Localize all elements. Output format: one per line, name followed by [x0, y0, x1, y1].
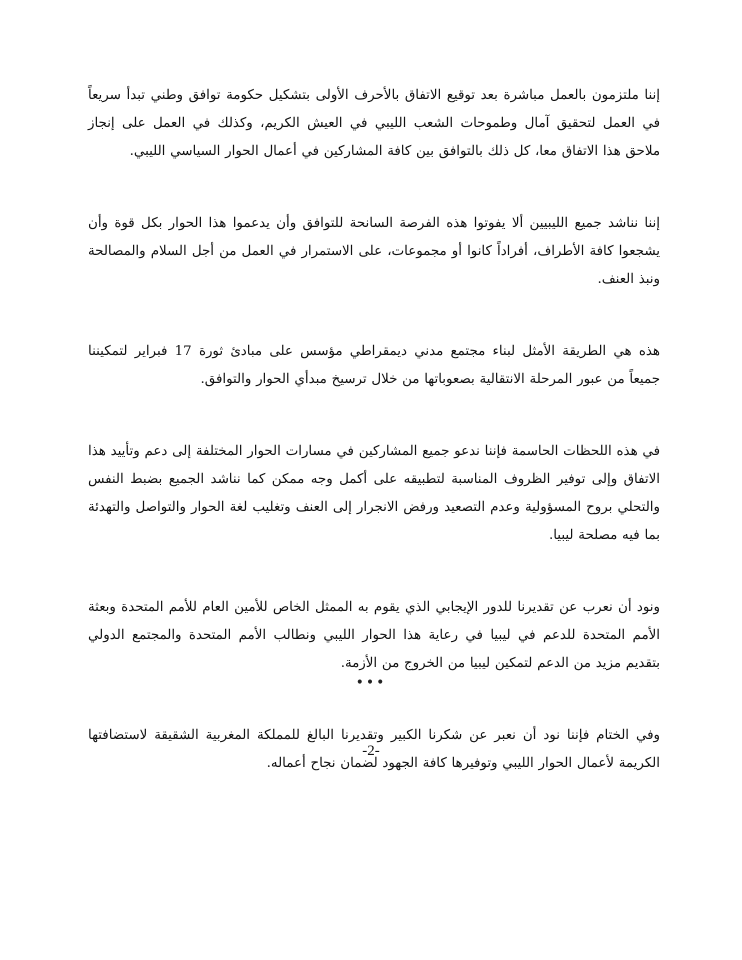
paragraph-un-appreciation: ونود أن نعرب عن تقديرنا للدور الإيجابي الذي يقوم به الممثل الخاص للأمين العام للأمم المتحدة وبعثة الأمم المتحدة للدعم في ليبيا في رعاية هذا الحوار الليبي ونطالب الأمم المتحدة والمجتمع الدولي بتقديم مزيد من الدعم لتمكين ليبيا من الخروج من الأزمة.	[88, 600, 660, 671]
page-number: -2-	[362, 743, 380, 759]
paragraph-closing-thanks: وفي الختام فإننا نود أن نعبر عن شكرنا الكبير وتقديرنا البالغ للمملكة المغربية الشقيقة لاستضافتها الكريمة لأعمال الحوار الليبي وتوفيرها كافة الجهود لضمان نجاح أعماله.	[88, 728, 660, 771]
paragraph-commitment: إننا ملتزمون بالعمل مباشرة بعد توقيع الاتفاق بالأحرف الأولى بتشكيل حكومة توافق وطني تبدأ سريعاً في العمل لتحقيق آمال وطموحات الشعب الليبي في العيش الكريم، وكذلك في العمل على إنجاز ملاحق هذا الاتفاق معا، كل ذلك بالتوافق بين كافة المشاركين في أعمال الحوار السياسي الليبي.	[88, 88, 660, 159]
document-body	[88, 82, 660, 822]
paragraph-critical-moments: في هذه اللحظات الحاسمة فإننا ندعو جميع المشاركين في مسارات الحوار المختلفة إلى دعم وتأييد هذا الاتفاق وإلى توفير الظروف المناسبة لتطبيقه على أكمل وجه ممكن كما نناشد الجميع بضبط النفس والتحلي بروح المسؤولية وعدم التصعيد ورفض الانجرار إلى العنف وتغليب لغة الحوار والتواصل والتهدئة بما فيه مصلحة ليبيا.	[88, 444, 660, 543]
paragraph-civil-society: هذه هي الطريقة الأمثل لبناء مجتمع مدني ديمقراطي مؤسس على مبادئ ثورة 17 فبراير لتمكيننا جميعاً من عبور المرحلة الانتقالية بصعوباتها من خلال ترسيخ مبدأي الحوار والتوافق.	[88, 344, 660, 387]
section-separator: •••	[355, 675, 387, 691]
paragraph-appeal-libyans: إننا نناشد جميع الليبيين ألا يفوتوا هذه الفرصة السانحة للتوافق وأن يدعموا هذا الحوار بكل قوة وأن يشجعوا كافة الأطراف، أفراداً كانوا أو مجموعات، على الاستمرار في العمل من أجل السلام والمصالحة ونبذ العنف.	[88, 216, 660, 287]
